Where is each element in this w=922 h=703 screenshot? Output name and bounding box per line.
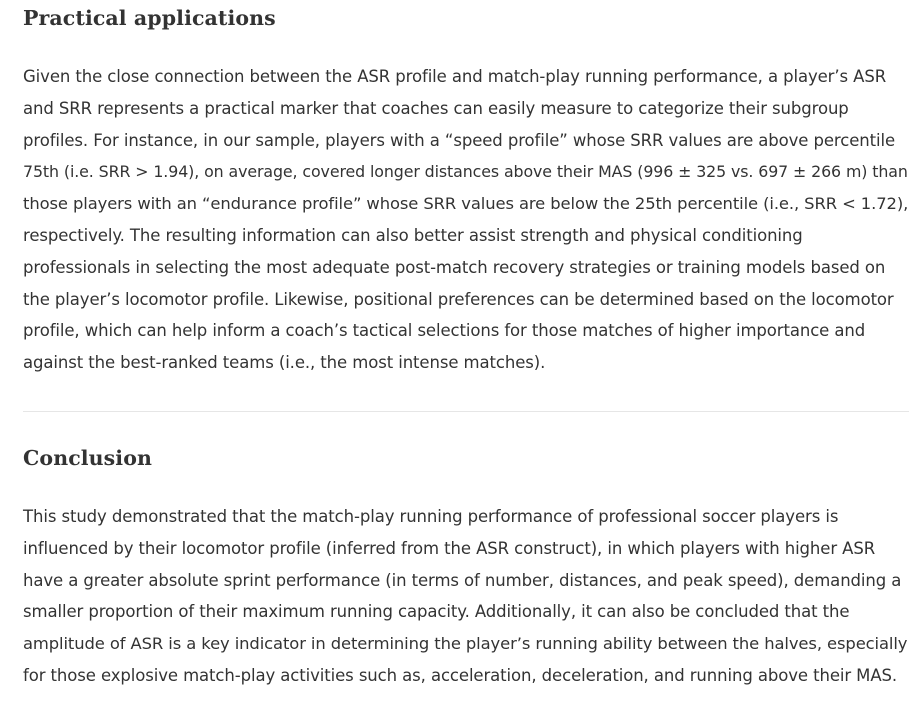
paragraph-line: the player’s locomotor profile. Likewise, positional preferences can be determined based on the locomotor	[23, 289, 894, 309]
paragraph-line: amplitude of ASR is a key indicator in determining the player’s running ability between the halves, especially	[23, 634, 908, 654]
section-title-conclusion: Conclusion	[23, 446, 152, 470]
paragraph-line: smaller proportion of their maximum running capacity. Additionally, it can also be concluded that the	[23, 602, 850, 622]
section-divider	[23, 411, 909, 412]
paragraph-line: against the best-ranked teams (i.e., the most intense matches).	[23, 353, 546, 373]
paragraph-line: profiles. For instance, in our sample, players with a “speed profile” whose SRR values are above percentile	[23, 130, 896, 150]
paragraph-line: Given the close connection between the ASR profile and match-play running performance, a player’s ASR	[23, 67, 887, 86]
paragraph-line: profile, which can help inform a coach’s tactical selections for those matches of higher importance and	[23, 321, 866, 341]
paragraph-line: 75th (i.e. SRR > 1.94), on average, covered longer distances above their MAS (996 ± 325 vs. 697 ± 266 m) than	[23, 162, 908, 182]
paragraph-line: influenced by their locomotor profile (inferred from the ASR construct), in which players with higher ASR	[23, 538, 876, 558]
practical-applications-paragraph	[23, 61, 908, 379]
paragraph-line: This study demonstrated that the match-play running performance of professional soccer players is	[23, 507, 839, 526]
paragraph-line: for those explosive match-play activities such as, acceleration, deceleration, and running above their MAS.	[23, 665, 898, 685]
paragraph-line: those players with an “endurance profile” whose SRR values are below the 25th percentile (i.e., SRR < 1.72),	[23, 194, 909, 214]
section-title-practical-applications: Practical applications	[23, 6, 276, 30]
conclusion-paragraph	[23, 501, 907, 692]
paragraph-line: and SRR represents a practical marker that coaches can easily measure to categorize their subgroup	[23, 98, 849, 118]
paragraph-line: have a greater absolute sprint performance (in terms of number, distances, and peak speed), demanding a	[23, 570, 902, 590]
paragraph-line: professionals in selecting the most adequate post-match recovery strategies or training models based on	[23, 257, 886, 277]
paragraph-line: respectively. The resulting information can also better assist strength and physical conditioning	[23, 225, 803, 245]
